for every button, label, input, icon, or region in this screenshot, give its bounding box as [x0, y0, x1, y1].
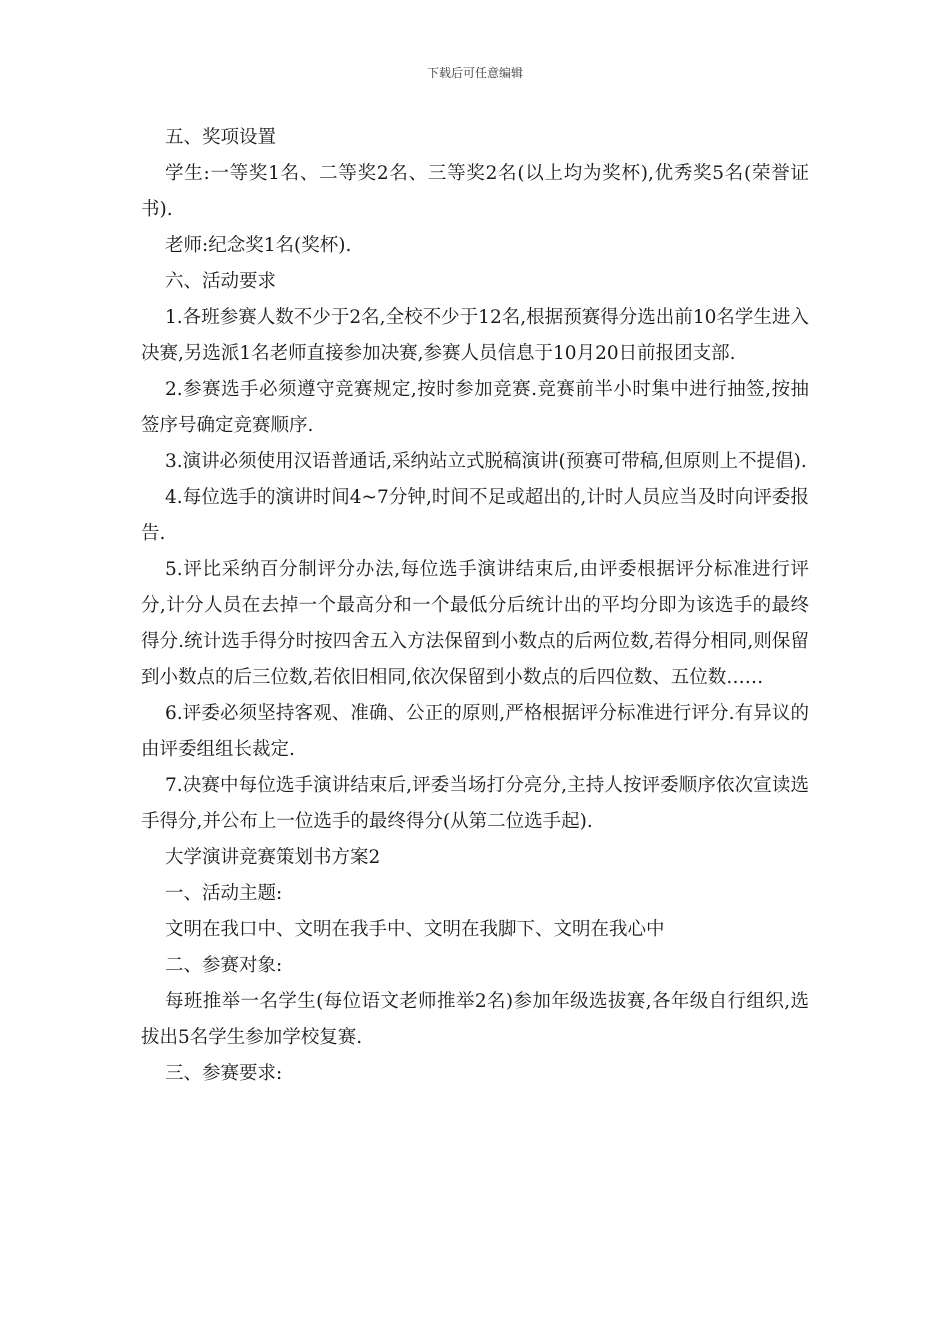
paragraph-student-awards: 学生:一等奖1名、二等奖2名、三等奖2名(以上均为奖杯),优秀奖5名(荣誉证书). — [141, 163, 809, 220]
section-heading-contest-requirements: 三、参赛要求: — [165, 1063, 283, 1084]
requirement-item-1: 1.各班参赛人数不少于2名,全校不少于12名,根据预赛得分选出前10名学生进入决赛,另选派1名老师直接参加决赛,参赛人员信息于10月20日前报团支部. — [141, 307, 809, 364]
requirement-item-7: 7.决赛中每位选手演讲结束后,评委当场打分亮分,主持人按评委顺序依次宣读选手得分,并公布上一位选手的最终得分(从第二位选手起). — [141, 775, 809, 832]
paragraph-participants: 每班推举一名学生(每位语文老师推举2名)参加年级选拔赛,各年级自行组织,选拔出5名学生参加学校复赛. — [141, 991, 809, 1048]
requirement-item-3: 3.演讲必须使用汉语普通话,采纳站立式脱稿演讲(预赛可带稿,但原则上不提倡). — [165, 451, 807, 472]
requirement-item-4: 4.每位选手的演讲时间4~7分钟,时间不足或超出的,计时人员应当及时向评委报告. — [141, 487, 809, 544]
section-heading-awards: 五、奖项设置 — [165, 127, 277, 148]
document-body — [141, 120, 809, 1092]
section-heading-theme: 一、活动主题: — [165, 883, 283, 904]
requirement-item-2: 2.参赛选手必须遵守竞赛规定,按时参加竞赛.竞赛前半小时集中进行抽签,按抽签序号确定竞赛顺序. — [141, 379, 809, 436]
plan-2-title: 大学演讲竞赛策划书方案2 — [165, 847, 381, 868]
requirement-item-6: 6.评委必须坚持客观、准确、公正的原则,严格根据评分标准进行评分.有异议的由评委组组长裁定. — [141, 703, 809, 760]
requirement-item-5: 5.评比采纳百分制评分办法,每位选手演讲结束后,由评委根据评分标准进行评分,计分人员在去掉一个最高分和一个最低分后统计出的平均分即为该选手的最终得分.统计选手得分时按四舍五入方法保留到小数点的后两位数,若得分相同,则保留到小数点的后三位数,若依旧相同,依次保留到小数点的后四位数、五位数…… — [141, 559, 809, 688]
paragraph-teacher-awards: 老师:纪念奖1名(奖杯). — [165, 235, 352, 256]
paragraph-theme: 文明在我口中、文明在我手中、文明在我脚下、文明在我心中 — [165, 919, 665, 940]
page-header: 下载后可任意编辑 — [426, 66, 523, 80]
section-heading-requirements: 六、活动要求 — [165, 271, 277, 292]
section-heading-participants: 二、参赛对象: — [165, 955, 283, 976]
